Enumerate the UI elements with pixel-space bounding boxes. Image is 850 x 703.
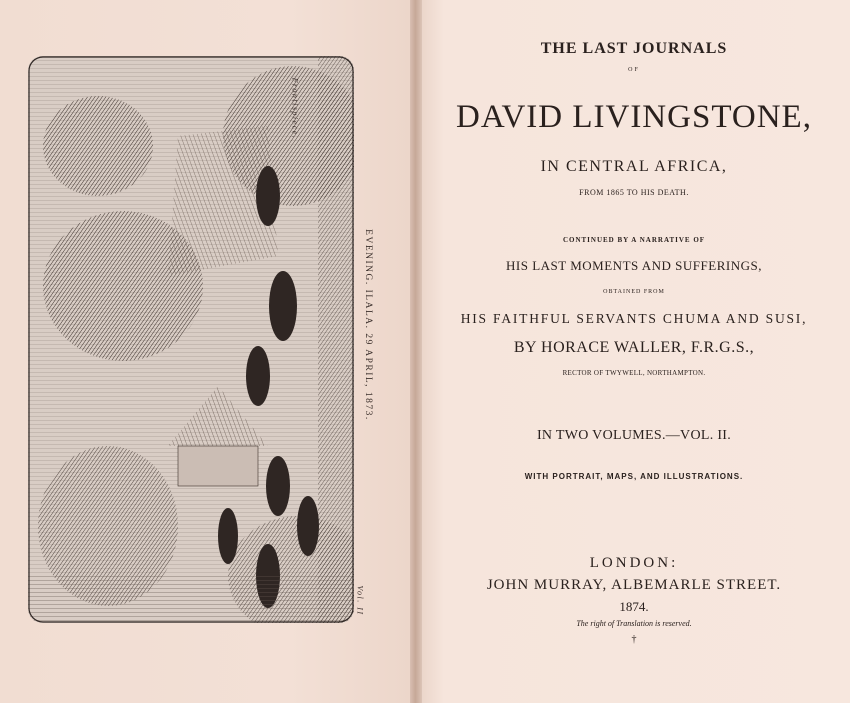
author-name: DAVID LIVINGSTONE, (456, 99, 812, 135)
rights-note: The right of Translation is reserved. (576, 619, 692, 628)
illustrations-note: WITH PORTRAIT, MAPS, AND ILLUSTRATIONS. (524, 472, 744, 481)
volume-info: IN TWO VOLUMES.—VOL. II. (536, 428, 732, 443)
imprint-year: 1874. (619, 599, 649, 614)
subtitle-dates: FROM 1865 TO HIS DEATH. (579, 188, 689, 197)
plate-caption: EVENING. ILALA. 29 APRIL, 1873. (363, 229, 373, 421)
imprint-publisher: JOHN MURRAY, ALBEMARLE STREET. (486, 577, 782, 593)
editor-title: RECTOR OF TWYWELL, NORTHAMPTON. (562, 369, 706, 377)
volume-label: Vol. II (355, 585, 365, 616)
continued-line: CONTINUED BY A NARRATIVE OF (562, 236, 706, 244)
imprint-city: LONDON: (589, 555, 679, 571)
subtitle-region: IN CENTRAL AFRICA, (540, 158, 728, 175)
obtained-from: OBTAINED FROM (603, 289, 665, 295)
title-line-1: THE LAST JOURNALS (540, 40, 728, 57)
dagger-mark: † (631, 634, 637, 645)
editor-line: BY HORACE WALLER, F.R.G.S., (513, 339, 755, 356)
title-line-of: OF (628, 67, 640, 73)
frontispiece-label: Frontispiece. (290, 77, 300, 140)
servants-line: HIS FAITHFUL SERVANTS CHUMA AND SUSI, (460, 311, 808, 326)
narrative-title: HIS LAST MOMENTS AND SUFFERINGS, (506, 258, 762, 273)
frontispiece-engraving (28, 56, 354, 623)
